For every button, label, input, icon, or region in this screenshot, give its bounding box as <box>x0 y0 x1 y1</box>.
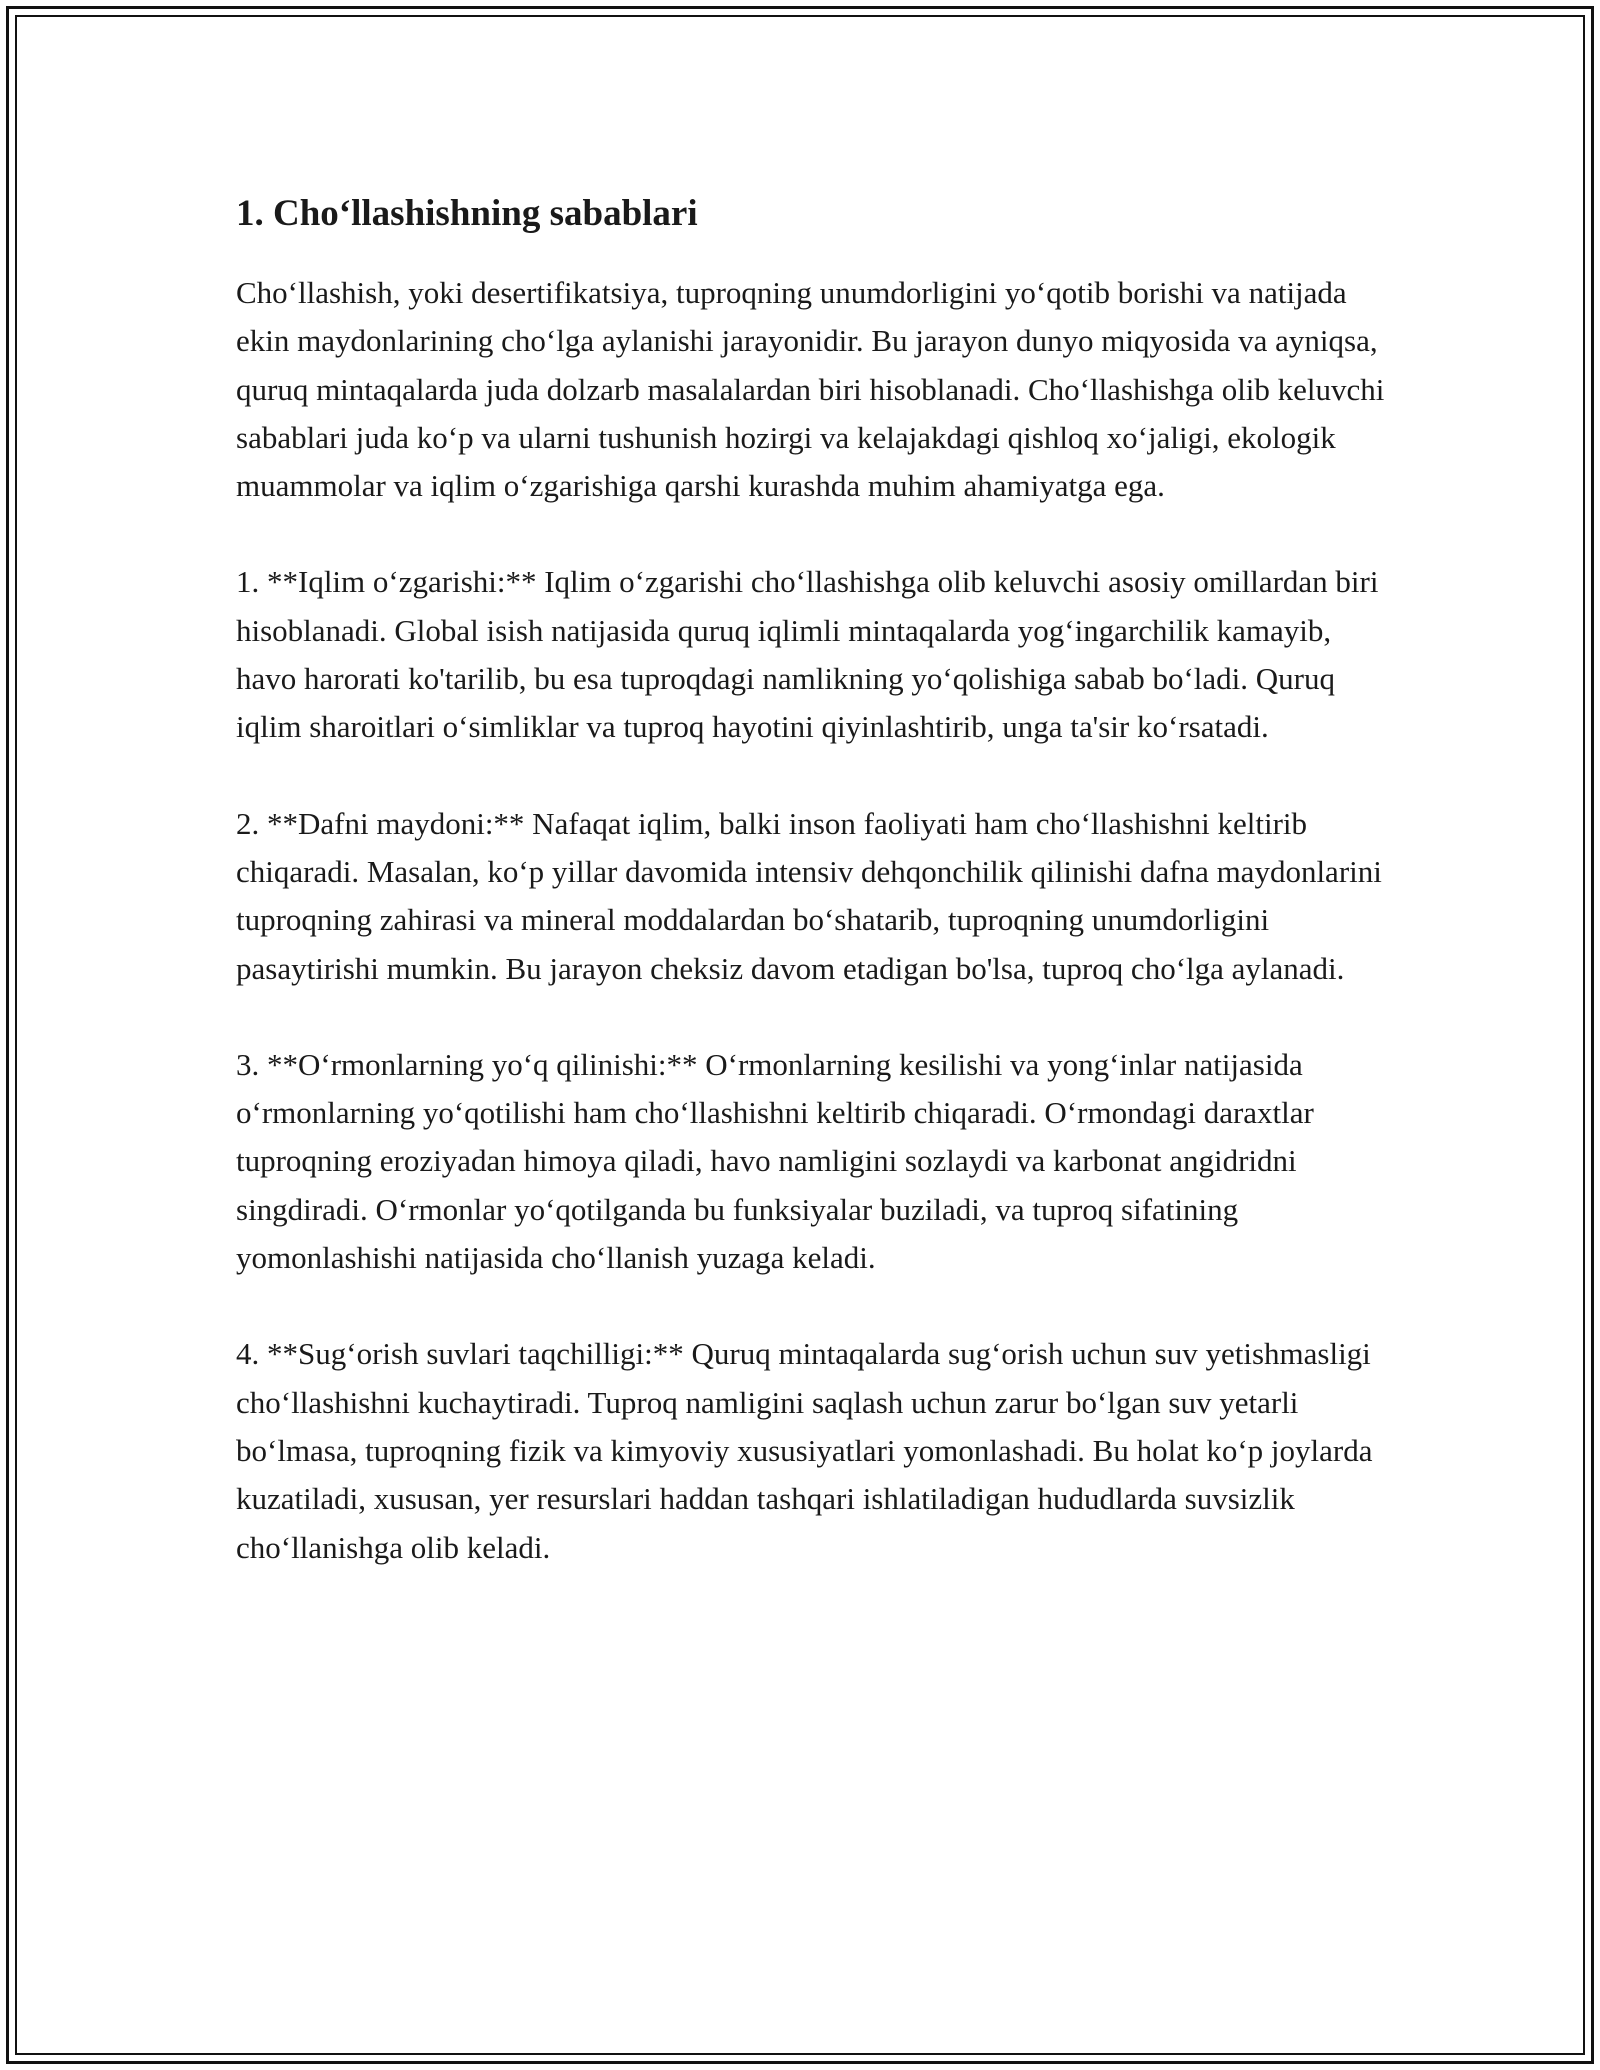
paragraph-irrigation-shortage: 4. **Sug‘orish suvlari taqchilligi:** Quruq mintaqalarda sug‘orish uchun suv yetishmasligi cho‘llashishni kuchaytiradi. Tuproq namligini saqlash uchun zarur bo‘lgan suv yetarli bo‘lmasa, tuproqning fizik va kimyoviy xususiyatlari yomonlashadi. Bu holat ko‘p joylarda kuzatiladi, xususan, yer resurslari haddan tashqari ishlatiladigan hududlarda suvsizlik cho‘llanishga olib keladi. <box>236 1336 1373 1565</box>
paragraph-climate-change: 1. **Iqlim o‘zgarishi:** Iqlim o‘zgarishi cho‘llashishga olib keluvchi asosiy omillardan biri hisoblanadi. Global isish natijasida quruq iqlimli mintaqalarda yog‘ingarchilik kamayib, havo harorati ko'tarilib, bu esa tuproqdagi namlikning yo‘qolishiga sabab bo‘ladi. Quruq iqlim sharoitlari o‘simliklar va tuproq hayotini qiyinlashtirib, unga ta'sir ko‘rsatadi. <box>236 564 1379 745</box>
paragraph-farmland: 2. **Dafni maydoni:** Nafaqat iqlim, balki inson faoliyati ham cho‘llashishni keltirib chiqaradi. Masalan, ko‘p yillar davomida intensiv dehqonchilik qilinishi dafna maydonlarini tuproqning zahirasi va mineral moddalardan bo‘shatarib, tuproqning unumdorligini pasaytirishi mumkin. Bu jarayon cheksiz davom etadigan bo'lsa, tuproq cho‘lga aylanadi. <box>236 805 1382 986</box>
paragraph-deforestation: 3. **O‘rmonlarning yo‘q qilinishi:** O‘rmonlarning kesilishi va yong‘inlar natijasida o‘rmonlarning yo‘qotilishi ham cho‘llashishni keltirib chiqaradi. O‘rmondagi daraxtlar tuproqning eroziyadan himoya qiladi, havo namligini sozlaydi va karbonat angidridni singdiradi. O‘rmonlar yo‘qotilganda bu funksiyalar buziladi, va tuproq sifatining yomonlashishi natijasida cho‘llanish yuzaga keladi. <box>236 1046 1314 1276</box>
intro-paragraph: Cho‘llashish, yoki desertifikatsiya, tuproqning unumdorligini yo‘qotib borishi va natijada ekin maydonlarining cho‘lga aylanishi jarayonidir. Bu jarayon dunyo miqyosida va ayniqsa, quruq mintaqalarda juda dolzarb masalalardan biri hisoblanadi. Cho‘llashishga olib keluvchi sabablari juda ko‘p va ularni tushunish hozirgi va kelajakdagi qishloq xo‘jaligi, ekologik muammolar va iqlim o‘zgarishiga qarshi kurashda muhim ahamiyatga ega. <box>236 275 1385 504</box>
document-body <box>236 185 1386 1620</box>
section-title: 1. Cho‘llashishning sabablari <box>236 193 698 234</box>
